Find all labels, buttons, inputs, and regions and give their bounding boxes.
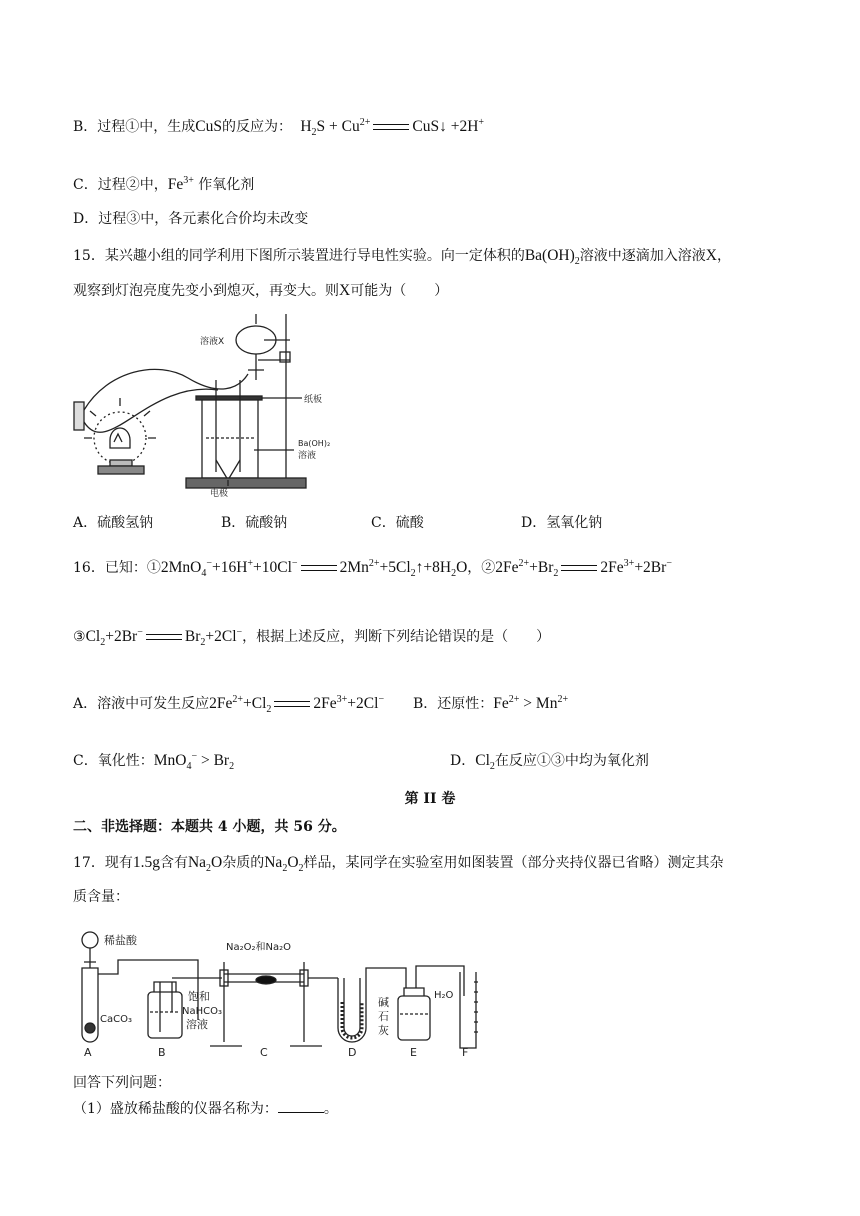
q17-label-saturated: 饱和 bbox=[188, 990, 210, 1003]
q17-letter-c: C bbox=[260, 1046, 268, 1059]
q16-options-cd bbox=[73, 750, 649, 772]
q17-letter-e: E bbox=[410, 1046, 417, 1059]
q15-option-a: A．硫酸氢钠 bbox=[73, 515, 154, 531]
q16-option-c: C．氧化性：$MnO_4^- > Br_2$ bbox=[73, 750, 235, 773]
q17-apparatus-figure bbox=[74, 922, 484, 1062]
q17-label-solution: 溶液 bbox=[186, 1018, 208, 1031]
q17-answer-intro: 回答下列问题： bbox=[73, 1075, 171, 1091]
q17-label-soda-lime-2: 石 bbox=[378, 1010, 389, 1023]
q16-equation-3: $Cl_2+2Br^-$ $Br_2+2Cl^-$ bbox=[85, 626, 243, 649]
q15-label-solution: 溶液 bbox=[298, 451, 317, 461]
q17-label-soda-lime-3: 灰 bbox=[378, 1024, 389, 1037]
q16-stem-line1: 16．已知：①2MnO$_4$−+16H++10Cl− $2Mn^{2+}+5Cl_2↑+8H_2O$，$②2Fe^{2+}+Br_2$ $2Fe^{3+}+2Br^-$ bbox=[73, 557, 672, 580]
q15-option-c: C．硫酸 bbox=[371, 515, 424, 531]
q17-sub1: （1）盛放稀盐酸的仪器名称为： 。 bbox=[73, 1098, 338, 1120]
q17-stem-line2: 质含量： bbox=[73, 889, 129, 905]
q17-label-na2o2-na2o: Na₂O₂和Na₂O bbox=[226, 942, 291, 953]
q15-options bbox=[73, 512, 602, 534]
q17-label-caco3: CaCO₃ bbox=[100, 1014, 132, 1025]
q17-letter-b: B bbox=[158, 1046, 166, 1059]
q17-letter-d: D bbox=[348, 1046, 357, 1059]
q15-label-electrode: 电极 bbox=[210, 489, 229, 499]
q16-option-d: D．$Cl_2$在反应①③中均为氧化剂 bbox=[450, 752, 649, 773]
q16-option-b: B．还原性：$Fe^{2+} > Mn^{2+}$ bbox=[412, 693, 569, 712]
q14-option-c: C．过程②中，$Fe^{3+}$ 作氧化剂 bbox=[73, 174, 255, 193]
q17-label-dilute-hcl: 稀盐酸 bbox=[104, 934, 137, 947]
q17-sub1-blank[interactable] bbox=[278, 1098, 324, 1113]
section-title: 第 II 卷 bbox=[404, 791, 456, 807]
formula-cus: CuS bbox=[195, 118, 223, 135]
q17-stem-line1: 17．现有1.5g含有$Na_2O$杂质的$Na_2O_2$样品，某同学在实验室用如图装置（部分夹持仪器已省略）测定其杂 bbox=[73, 854, 724, 875]
q15-label-baoh2: Ba(OH)₂ bbox=[298, 439, 331, 448]
q15-option-b: B．硫酸钠 bbox=[221, 515, 288, 531]
q16-stem-line2: $③Cl_2+2Br^-$ $Br_2+2Cl^-$，根据上述反应，判断下列结论错误的是（ ） bbox=[73, 626, 551, 649]
q15-label-solution-x: 溶液X bbox=[200, 337, 225, 347]
equation-cus: $H_2S + Cu^{2+}$ CuS↓ +2H+ bbox=[296, 116, 485, 139]
q15-apparatus-figure bbox=[68, 310, 348, 500]
q15-label-cardboard: 纸板 bbox=[304, 395, 323, 405]
q16-option-a: A．溶液中可发生反应$2Fe^{2+}+Cl_2$ $2Fe^{3+}+2Cl^-$ bbox=[73, 693, 385, 716]
q15-stem-line2: 观察到灯泡亮度先变小到熄灭，再变大。则X可能为（ ） bbox=[73, 282, 449, 299]
q15-option-d: D．氢氧化钠 bbox=[521, 515, 603, 531]
q16-options-ab bbox=[73, 693, 568, 715]
q14-option-d: D．过程③中，各元素化合价均未改变 bbox=[73, 211, 309, 227]
section-heading: 二、非选择题：本题共 4 小题，共 56 分。 bbox=[73, 819, 346, 835]
q17-label-h2o: H₂O bbox=[434, 990, 454, 1001]
q17-label-nahco3: NaHCO₃ bbox=[182, 1006, 222, 1017]
q14-option-b: B．过程①中，生成CuS的反应为： $H_2S + Cu^{2+}$ CuS↓ +2H+ bbox=[73, 116, 485, 139]
q17-label-soda-lime-1: 碱 bbox=[378, 996, 389, 1009]
q17-letter-f: F bbox=[462, 1046, 469, 1059]
q16-equation-2: $2Fe^{2+}+Br_2$ $2Fe^{3+}+2Br^-$ bbox=[495, 557, 672, 580]
q17-letter-a: A bbox=[84, 1046, 92, 1059]
q16-equation-1: 2MnO$_4$−+16H++10Cl− $2Mn^{2+}+5Cl_2↑+8H_2O$ bbox=[160, 557, 468, 580]
q15-stem-line1: 15．某兴趣小组的同学利用下图所示装置进行导电性实验。向一定体积的$Ba(OH)_2$溶液中逐滴加入溶液X， bbox=[73, 247, 731, 268]
